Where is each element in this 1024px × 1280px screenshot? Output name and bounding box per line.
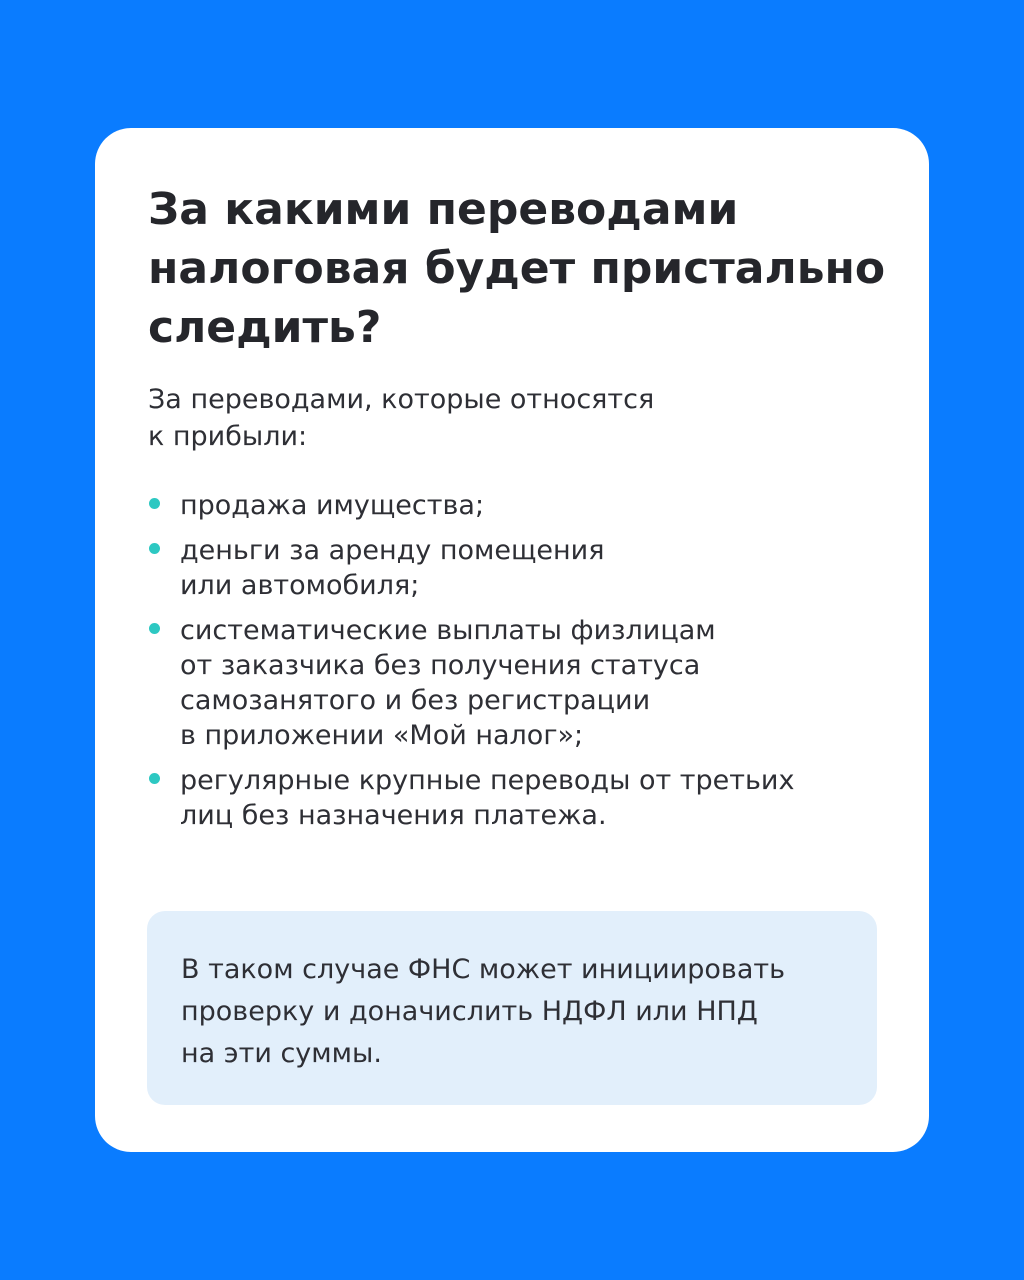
note-text: [181, 949, 861, 1075]
list-item-line: или автомобиля;: [180, 570, 420, 601]
list-item-line: самозанятого и без регистрации: [180, 685, 651, 716]
list-item-line: регулярные крупные переводы от третьих: [180, 765, 795, 796]
bullet-dot-icon: [149, 498, 160, 509]
list-item-line: лиц без назначения платежа.: [180, 800, 607, 831]
note-line: проверку и доначислить НДФЛ или НПД: [181, 996, 758, 1027]
list-item: [148, 488, 888, 523]
list-item: [148, 613, 888, 753]
list-item-line: деньги за аренду помещения: [180, 535, 605, 566]
title-line: следить?: [148, 302, 382, 353]
note-line: В таком случае ФНС может инициировать: [181, 954, 786, 985]
bullet-dot-icon: [149, 543, 160, 554]
info-card: [95, 128, 929, 1152]
intro-line: За переводами, которые относятся: [148, 384, 655, 415]
list-item-line: систематические выплаты физлицам: [180, 615, 716, 646]
note-line: на эти суммы.: [181, 1038, 382, 1069]
note-callout: [147, 911, 877, 1105]
list-item-line: продажа имущества;: [180, 490, 485, 521]
bullet-dot-icon: [149, 623, 160, 634]
list-item-line: в приложении «Мой налог»;: [180, 720, 584, 751]
transfer-types-list: [148, 488, 888, 843]
bullet-dot-icon: [149, 773, 160, 784]
title-line: За какими переводами: [148, 184, 739, 235]
list-item-line: от заказчика без получения статуса: [180, 650, 701, 681]
list-item: [148, 763, 888, 833]
intro-text: [148, 381, 848, 455]
title-line: налоговая будет пристально: [148, 243, 886, 294]
card-title: [148, 180, 908, 357]
list-item: [148, 533, 888, 603]
intro-line: к прибыли:: [148, 421, 308, 452]
